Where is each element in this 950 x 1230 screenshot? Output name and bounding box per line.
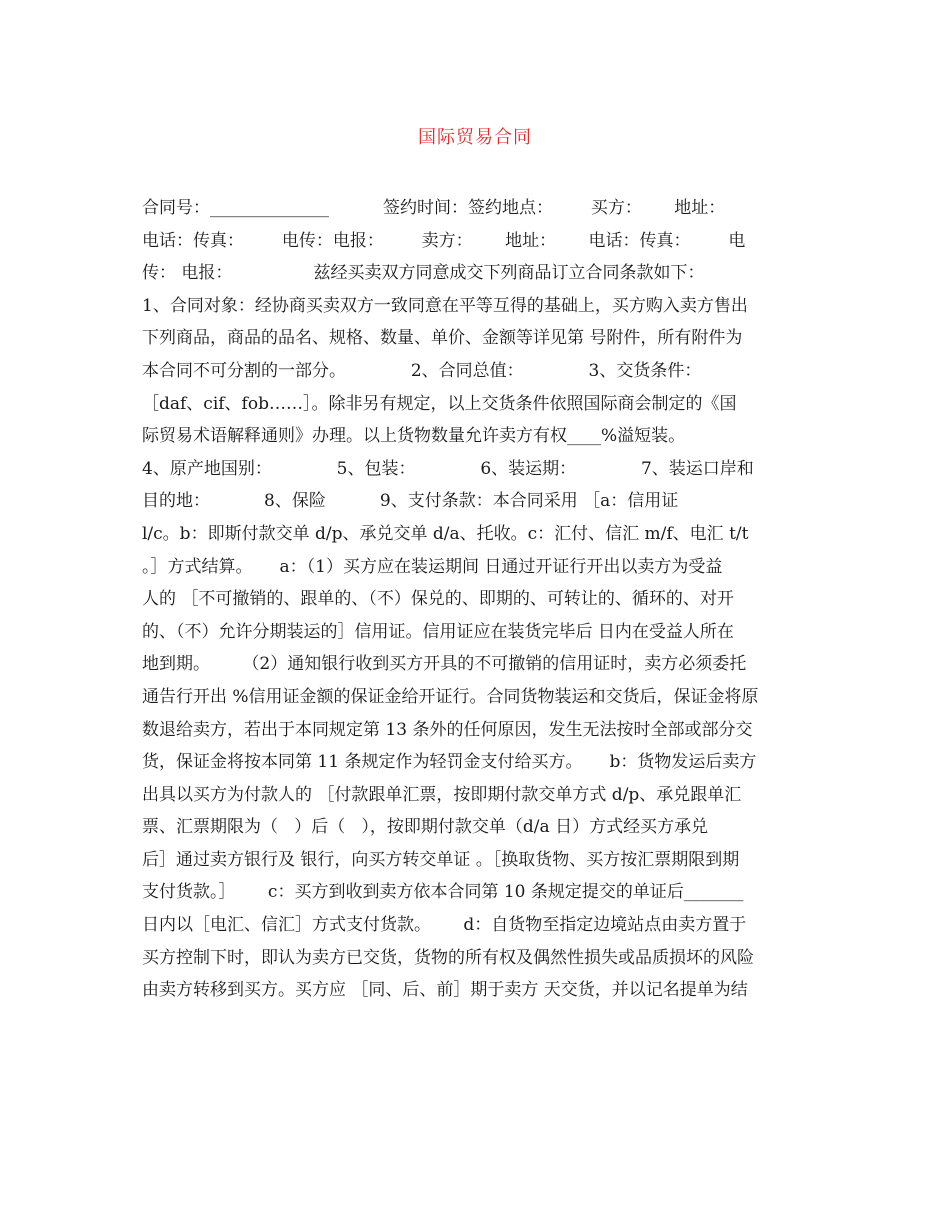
text-line: 目的地： 8、保险 9、支付条款：本合同采用 ［a：信用证 [142, 491, 679, 512]
text-line: 传： 电报： 兹经买卖双方同意成交下列商品订立合同条款如下： [142, 263, 705, 284]
text-line: 际贸易术语解释通则》办理。以上货物数量允许卖方有权____%溢短装。 [142, 426, 686, 447]
text-line: 的、（不）允许分期装运的］信用证。信用证应在装货完毕后 日内在受益人所在 [142, 621, 734, 642]
text-line: 合同号：______________ 签约时间：签约地点： 买方： 地址： [142, 198, 726, 218]
text-line: 下列商品，商品的品名、规格、数量、单价、金额等详见第 号附件，所有附件为 [142, 328, 743, 349]
text-line: 人的 ［不可撤销的、跟单的、（不）保兑的、即期的、可转让的、循环的、对开 [142, 589, 734, 610]
text-line: 4、原产地国别： 5、包装： 6、装运期： 7、装运口岸和 [142, 458, 754, 479]
text-line: 本合同不可分割的一部分。 2、合同总值： 3、交货条件： [142, 360, 702, 381]
text-line: 。］方式结算。 a：（1）买方应在装运期间 日通过开证行开出以卖方为受益 [142, 556, 723, 577]
text-line: 数退给卖方，若出于本同规定第 13 条外的任何原因，发生无法按时全部或部分交 [142, 719, 753, 740]
text-line: 出具以买方为付款人的 ［付款跟单汇票，按即期付款交单方式 d/p、承兑跟单汇 [142, 784, 742, 805]
page-title: 国际贸易合同 [418, 127, 532, 148]
contract-body [142, 192, 814, 1007]
text-line: 由卖方转移到买方。买方应 ［同、后、前］期于卖方 天交货，并以记名提单为结 [142, 980, 748, 1001]
text-line: 买方控制下时，即认为卖方已交货，货物的所有权及偶然性损失或品质损坏的风险 [142, 947, 754, 968]
text-line: 地到期。 （2）通知银行收到买方开具的不可撤销的信用证时，卖方必须委托 [142, 654, 747, 675]
text-line: 货，保证金将按本同第 11 条规定作为轻罚金支付给买方。 b：货物发运后卖方 [142, 752, 757, 773]
text-line: 票、汇票期限为（ ）后（ ），按即期付款交单（d/a 日）方式经买方承兑 [142, 817, 709, 838]
text-line: 日内以［电汇、信汇］方式支付货款。 d：自货物至指定边境站点由卖方置于 [142, 915, 747, 936]
text-line: 通告行开出 %信用证金额的保证金给开证行。合同货物装运和交货后，保证金将原 [142, 686, 759, 707]
text-line: 支付货款。］ c：买方到收到卖方依本合同第 10 条规定提交的单证后_______ [142, 882, 744, 903]
text-line: ［daf、cif、fob……］。除非另有规定，以上交货条件依照国际商会制定的《国 [142, 393, 737, 414]
text-line: 后］通过卖方银行及 银行，向买方转交单证 。［换取货物、买方按汇票期限到期 [142, 849, 740, 870]
text-line: 电话：传真： 电传：电报： 卖方： 地址： 电话：传真： 电 [142, 230, 746, 251]
text-line: 1、合同对象：经协商买卖双方一致同意在平等互得的基础上，买方购入卖方售出 [142, 295, 748, 316]
text-line: l/c。b：即斯付款交单 d/p、承兑交单 d/a、托收。c：汇付、信汇 m/f、电汇 t/t [142, 523, 749, 544]
